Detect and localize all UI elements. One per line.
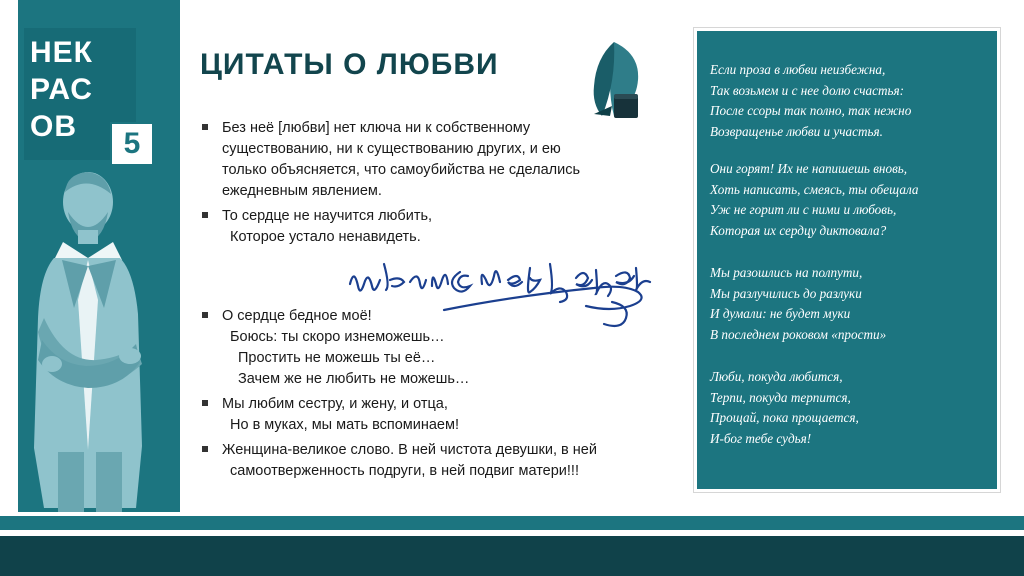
quote-line: самоотверженность подруги, в ней подвиг матери!!! xyxy=(230,463,579,479)
author-name-line-3: ОВ xyxy=(30,110,77,143)
bullet-icon xyxy=(202,400,208,406)
quote-line: Женщина-великое слово. В ней чистота девушки, в ней xyxy=(222,442,597,458)
bullet-icon xyxy=(202,446,208,452)
poem-stanza xyxy=(710,60,985,142)
poem-stanza xyxy=(710,159,985,241)
bullet-icon xyxy=(202,212,208,218)
quote-line: Мы любим сестру, и жену, и отца, xyxy=(222,396,448,412)
poem-line: Они горят! Их не напишешь вновь, xyxy=(710,161,908,176)
poem-line: Люби, покуда любится, xyxy=(710,369,843,384)
quote-line: ежедневным явлением. xyxy=(222,183,382,199)
quote-line: только объясняется, что самоубийства не сделались xyxy=(222,162,581,178)
poem-line: Если проза в любви неизбежна, xyxy=(710,62,886,77)
poem-line: После ссоры так полно, так нежно xyxy=(710,103,912,118)
quote-line: О сердце бедное моё! xyxy=(222,308,372,324)
quote-line: Но в муках, мы мать вспоминаем! xyxy=(230,417,459,433)
quote-line: Боюсь: ты скоро изнеможешь… xyxy=(230,329,445,345)
list-item xyxy=(200,206,680,248)
quote-line: Которое устало ненавидеть. xyxy=(230,229,421,245)
bullet-icon xyxy=(202,124,208,130)
footer-band-teal xyxy=(0,516,1024,530)
poem-stanza xyxy=(710,367,985,449)
poem-line: Которая их сердцу диктовала? xyxy=(710,222,887,238)
handwritten-signature xyxy=(340,250,670,330)
poem-line: Возвращенье любви и участья. xyxy=(710,123,883,139)
poem-line: И-бог тебе судья! xyxy=(710,430,812,446)
bullet-icon xyxy=(202,312,208,318)
slide-number-label: 5 xyxy=(123,127,141,160)
poem-stanza xyxy=(710,263,985,345)
footer-band-dark xyxy=(0,536,1024,576)
poem-line: И думали: не будет муки xyxy=(710,306,851,321)
list-item xyxy=(200,118,680,202)
list-item xyxy=(200,394,680,436)
nekrasov-portrait-illustration xyxy=(18,168,180,512)
poem-line: Прощай, пока прощается, xyxy=(710,410,859,425)
poem-line: Мы разошлись на полпути, xyxy=(710,265,863,280)
quote-line: Простить не можешь ты её… xyxy=(238,350,436,366)
poem-line: Так возьмем и с нее долю счастья: xyxy=(710,82,905,98)
poem-line: Хоть написать, смеясь, ты обещала xyxy=(710,181,919,197)
list-item xyxy=(200,440,680,482)
quote-line: То сердце не научится любить, xyxy=(222,208,433,224)
page-title: ЦИТАТЫ О ЛЮБВИ xyxy=(200,48,499,81)
quote-line: Зачем же не любить не можешь… xyxy=(238,371,470,387)
poem-line: Мы разлучились до разлуки xyxy=(710,285,862,301)
quote-line: Без неё [любви] нет ключа ни к собственному xyxy=(222,120,531,136)
poem-line: Уж не горит ли с ними и любовь, xyxy=(710,202,897,217)
poem-line: В последнем роковом «прости» xyxy=(710,326,887,342)
slide-number-badge xyxy=(110,122,154,166)
poem-line: Терпи, покуда терпится, xyxy=(710,389,851,405)
poem-text xyxy=(710,60,985,466)
quote-line: существованию, ни к существованию других, и ею xyxy=(222,141,561,157)
author-name-line-2: РАС xyxy=(30,73,93,106)
author-name-line-1: НЕК xyxy=(30,36,93,69)
